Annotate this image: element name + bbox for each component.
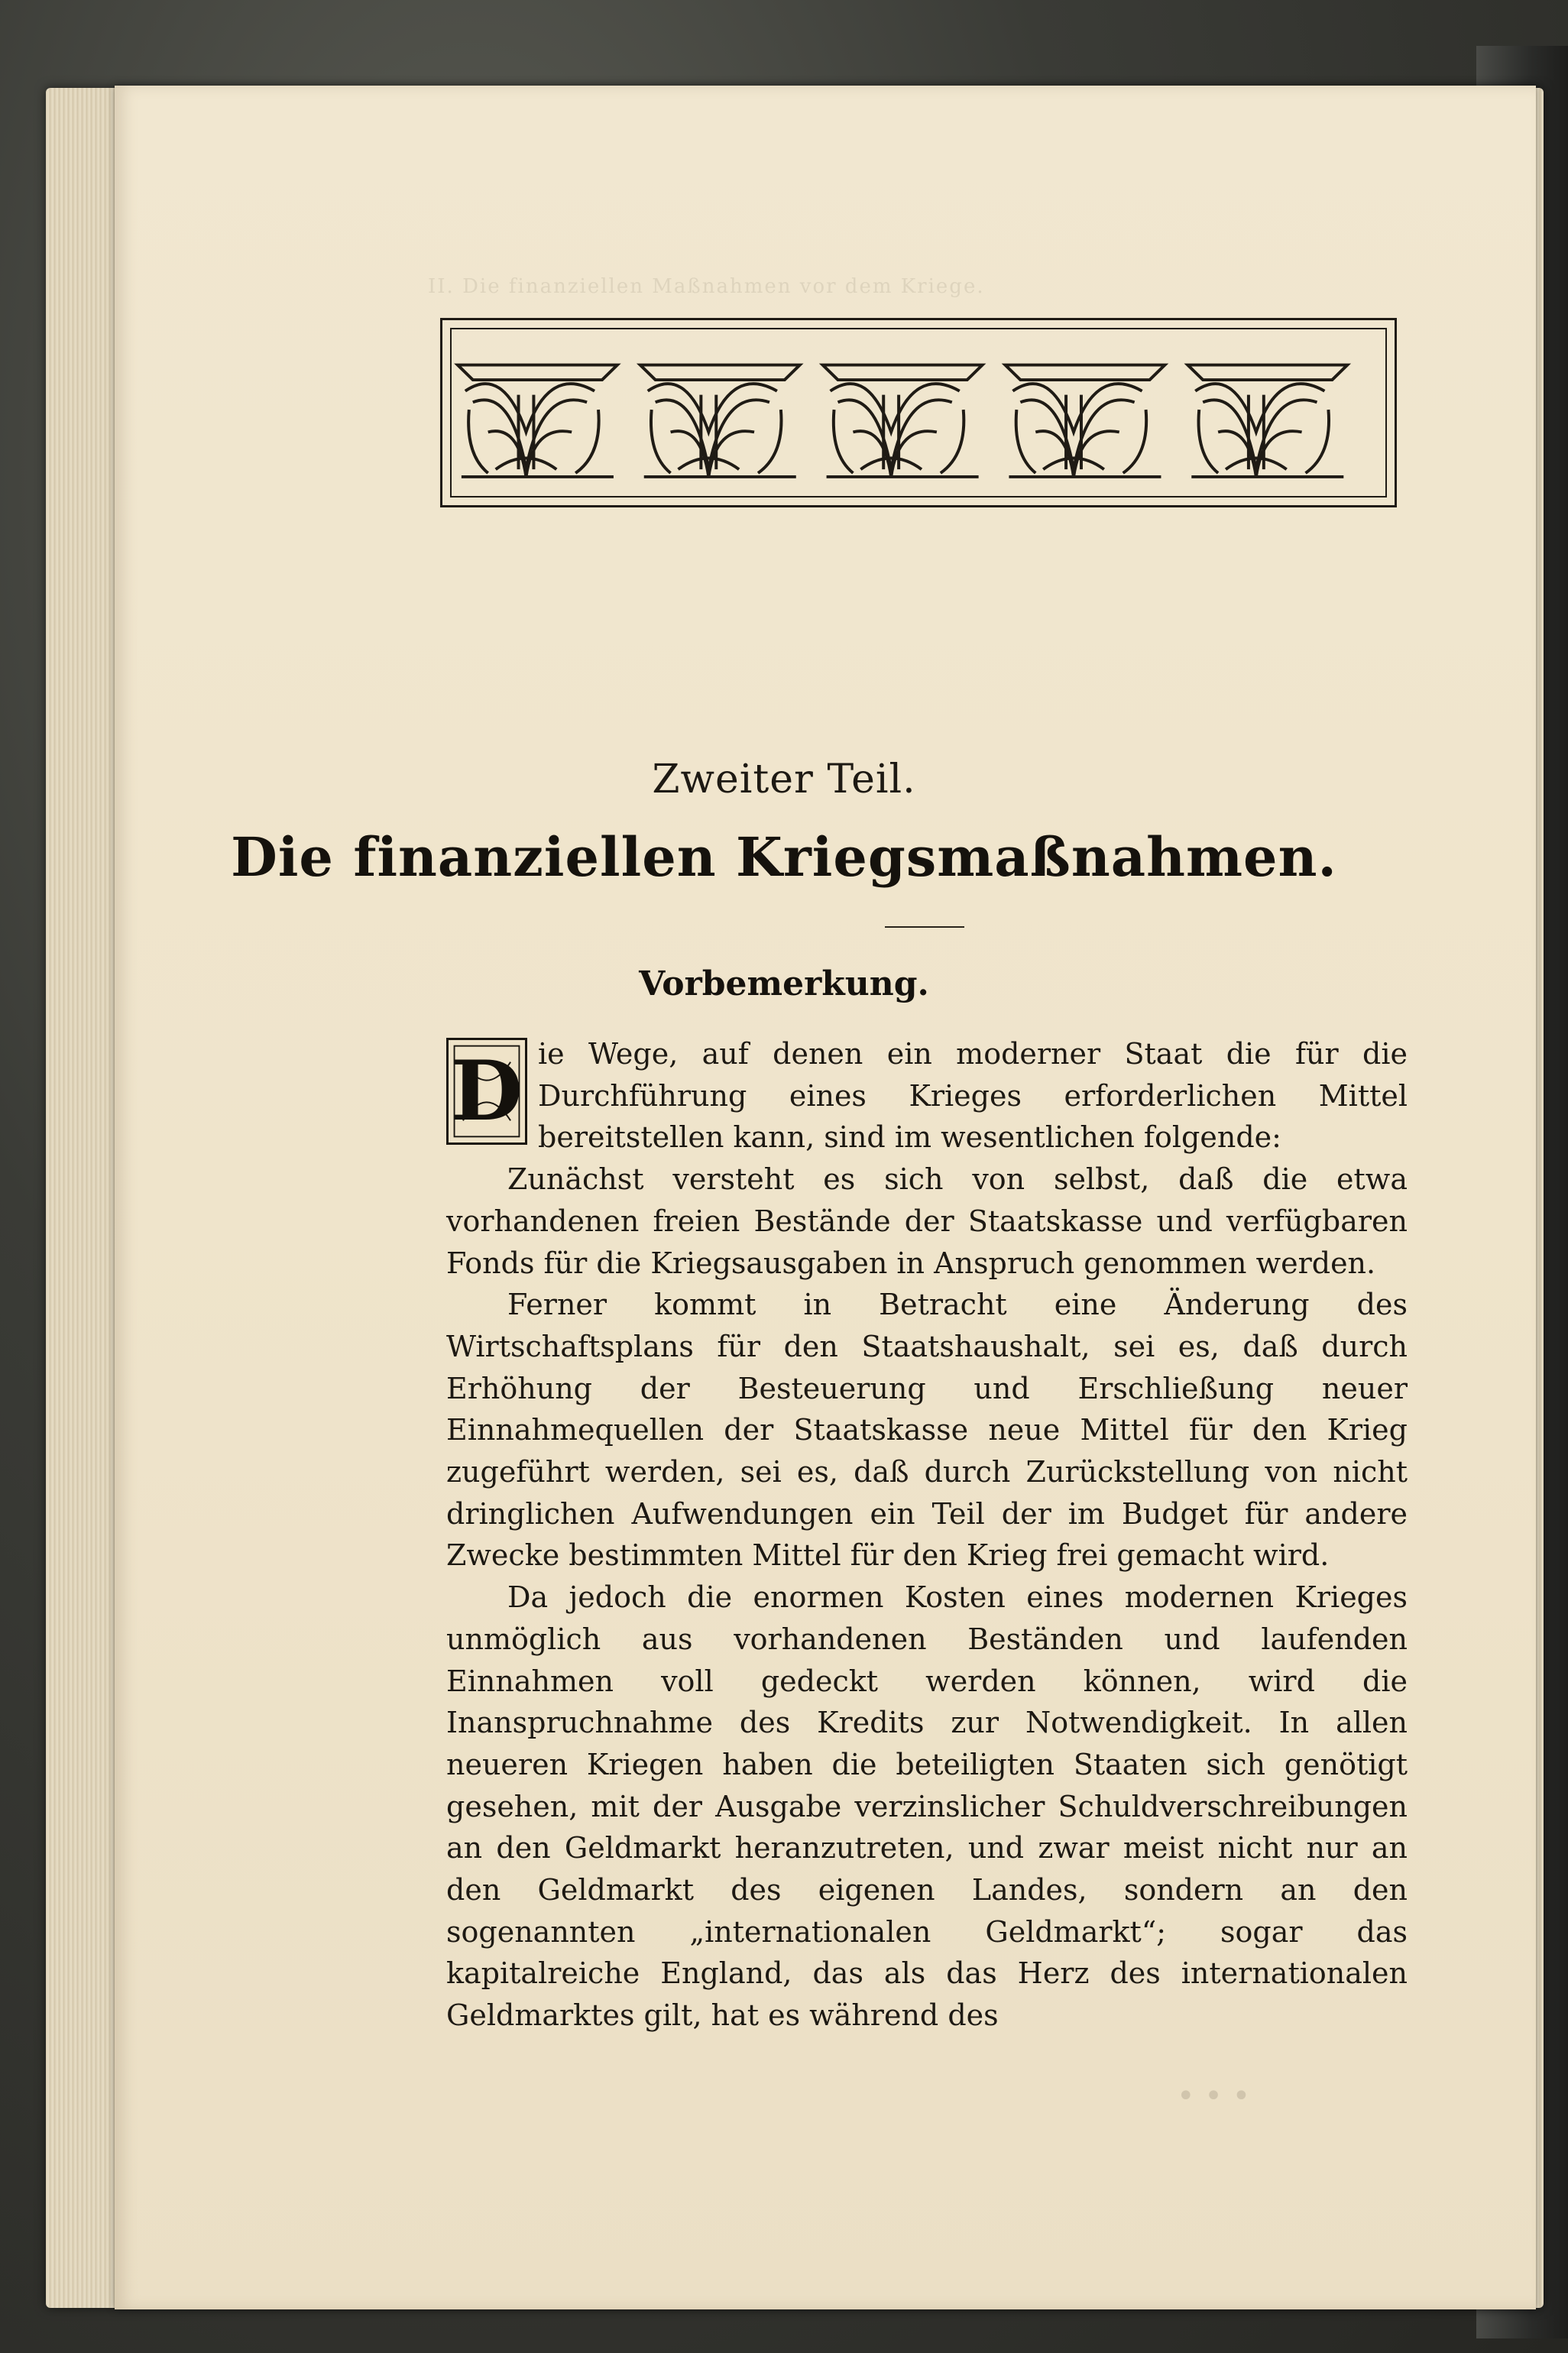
art-nouveau-ornament-icon [442,320,1395,505]
paragraph-3: Ferner kommt in Betracht eine Änderung des Wirtschaftsplans für den Staatshaushalt, sei es, daß durch Erhöhung der Besteuerung und Erschließung neuer Einnahmequellen der Staatskasse neue Mittel für den Krieg zugeführt werden, sei es, daß durch Zurückstellung von nicht dringlichen Aufwendungen ein Teil der im Budget für andere Zwecke bestimmten Mittel für den Krieg frei gemacht wird. [446,1288,1408,1573]
drop-cap-letter: D [451,1043,523,1139]
paragraph-4: Da jedoch die enormen Kosten eines modernen Krieges unmöglich aus vorhandenen Beständen und laufenden Einnahmen voll gedeckt werden können, wird die Inanspruchnahme des Kredits zur Notwendigkeit. In allen neueren Kriegen haben die beteiligten Staaten sich genötigt gesehen, mit der Ausgabe verzinslicher Schuldverschreibungen an den Geldmarkt heranzutreten, und zwar meist nicht nur an den Geldmarkt des eigenen Landes, sondern an den sogenannten „internationalen Geldmarkt“; sogar das kapitalreiche England, das als das Herz des internationalen Geldmarktes gilt, hat es während des [446,1580,1408,2033]
paragraph-2: Zunächst versteht es sich von selbst, daß die etwa vorhandenen freien Bestände der Staatskasse und verfügbaren Fonds für die Kriegsausgaben in Anspruch genommen werden. [446,1162,1408,1280]
page-smudge: • • • [1177,2079,1251,2114]
section-label: Zweiter Teil. [652,757,916,802]
body-text [446,1033,1408,2037]
drop-cap [446,1038,527,1145]
title-divider [885,926,964,928]
bleed-through-running-head: II. Die finanziellen Maßnahmen vor dem Kriege. [428,275,985,298]
paragraph-1 [446,1033,1408,1159]
subheading: Vorbemerkung. [639,964,929,1003]
ornamental-headpiece [440,318,1397,507]
paragraph-1-text: ie Wege, auf denen ein moderner Staat die für die Durchführung eines Krieges erforderlichen Mittel bereitstellen kann, sind im wesentlichen folgende: [538,1037,1408,1155]
chapter-title: Die finanziellen Kriegsmaßnahmen. [231,825,1337,889]
